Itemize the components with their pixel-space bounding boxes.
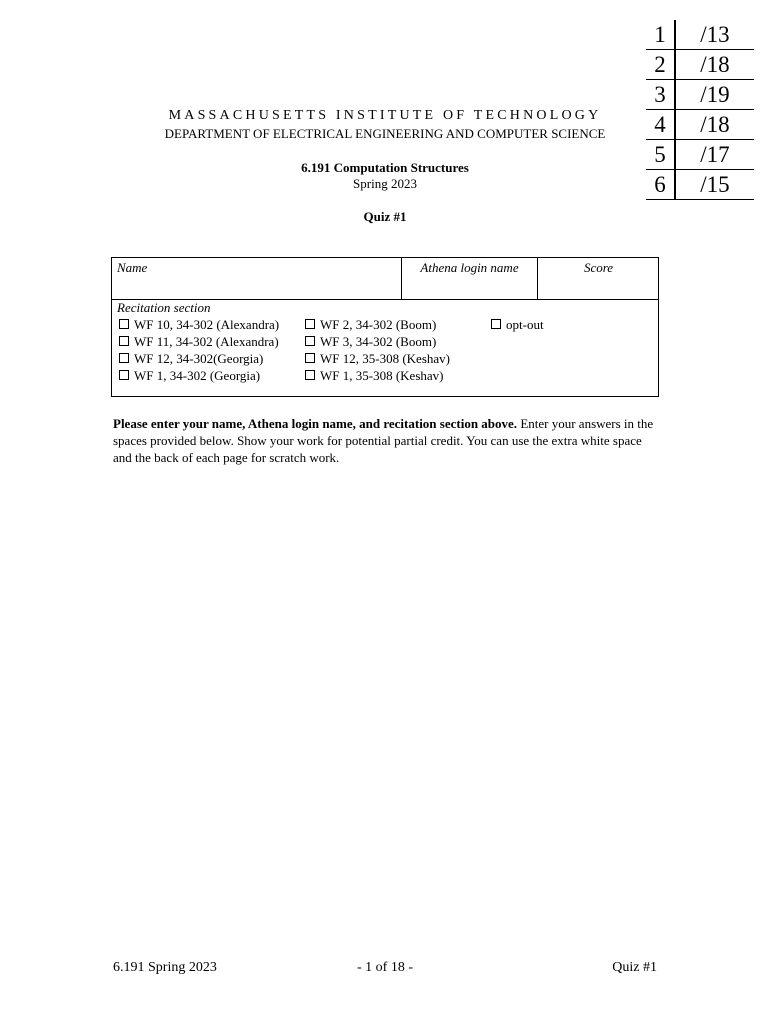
score-row: [646, 80, 754, 110]
recitation-option-label: opt-out: [506, 317, 544, 332]
checkbox[interactable]: [119, 319, 129, 329]
problem-points: /17: [700, 142, 730, 167]
recitation-option[interactable]: [119, 351, 263, 367]
checkbox[interactable]: [119, 353, 129, 363]
name-field[interactable]: [112, 258, 402, 299]
recitation-option-label: WF 2, 34-302 (Boom): [320, 317, 437, 332]
checkbox[interactable]: [305, 319, 315, 329]
recitation-option-label: WF 3, 34-302 (Boom): [320, 334, 437, 349]
problem-number: 1: [646, 20, 675, 50]
checkbox[interactable]: [119, 336, 129, 346]
form-header-row: [112, 258, 658, 300]
recitation-option-label: WF 12, 35-308 (Keshav): [320, 351, 450, 366]
footer-quiz: Quiz #1: [612, 960, 657, 975]
score-row: [646, 50, 754, 80]
problem-number: 2: [646, 50, 675, 80]
problem-points: /13: [700, 22, 730, 47]
instructions-text: Enter your answers in the spaces provided below. Show your work for potential partial credit. You can use the extra white space and the back of each page for scratch work.: [113, 416, 654, 465]
athena-login-field[interactable]: [402, 258, 538, 299]
recitation-option-label: WF 11, 34-302 (Alexandra): [134, 334, 279, 349]
problem-number: 4: [646, 110, 675, 140]
instructions-bold: Please enter your name, Athena login name, and recitation section above.: [113, 416, 518, 431]
recitation-option[interactable]: [305, 351, 450, 367]
recitation-option-label: WF 12, 34-302(Georgia): [134, 351, 264, 366]
recitation-option-label: WF 10, 34-302 (Alexandra): [134, 317, 280, 332]
problem-points: /19: [700, 82, 730, 107]
checkbox[interactable]: [305, 353, 315, 363]
problem-points: /15: [700, 172, 730, 197]
score-row: [646, 140, 754, 170]
recitation-option[interactable]: [305, 368, 443, 384]
checkbox[interactable]: [305, 370, 315, 380]
quiz-title: Quiz #1: [363, 209, 407, 224]
recitation-section-label: Recitation section: [117, 300, 211, 315]
recitation-option[interactable]: [119, 317, 279, 333]
score-row: [646, 170, 754, 200]
score-field: [538, 258, 659, 299]
checkbox[interactable]: [119, 370, 129, 380]
instructions: [113, 415, 661, 466]
recitation-option[interactable]: [119, 334, 279, 350]
institution-name: MASSACHUSETTS INSTITUTE OF TECHNOLOGY: [168, 108, 602, 123]
problem-number: 5: [646, 140, 675, 170]
problem-number: 6: [646, 170, 675, 200]
recitation-option-label: WF 1, 34-302 (Georgia): [134, 368, 261, 383]
department-name: DEPARTMENT OF ELECTRICAL ENGINEERING AND COMPUTER SCIENCE: [164, 126, 606, 141]
score-row: [646, 20, 754, 50]
course-title: 6.191 Computation Structures: [301, 160, 469, 175]
checkbox[interactable]: [491, 319, 501, 329]
name-label: Name: [117, 260, 148, 275]
score-label: Score: [583, 260, 614, 275]
problem-points: /18: [700, 112, 730, 137]
problem-number: 3: [646, 80, 675, 110]
term: Spring 2023: [353, 176, 417, 191]
recitation-option-opt-out[interactable]: [491, 317, 544, 333]
recitation-option-label: WF 1, 35-308 (Keshav): [320, 368, 444, 383]
footer-course: 6.191 Spring 2023: [113, 960, 217, 975]
footer-page-number: - 1 of 18 -: [357, 960, 413, 975]
problem-points: /18: [700, 52, 730, 77]
recitation-option[interactable]: [305, 334, 436, 350]
recitation-option[interactable]: [119, 368, 260, 384]
recitation-option[interactable]: [305, 317, 436, 333]
checkbox[interactable]: [305, 336, 315, 346]
student-info-form: [111, 257, 659, 397]
athena-login-label: Athena login name: [420, 260, 519, 275]
